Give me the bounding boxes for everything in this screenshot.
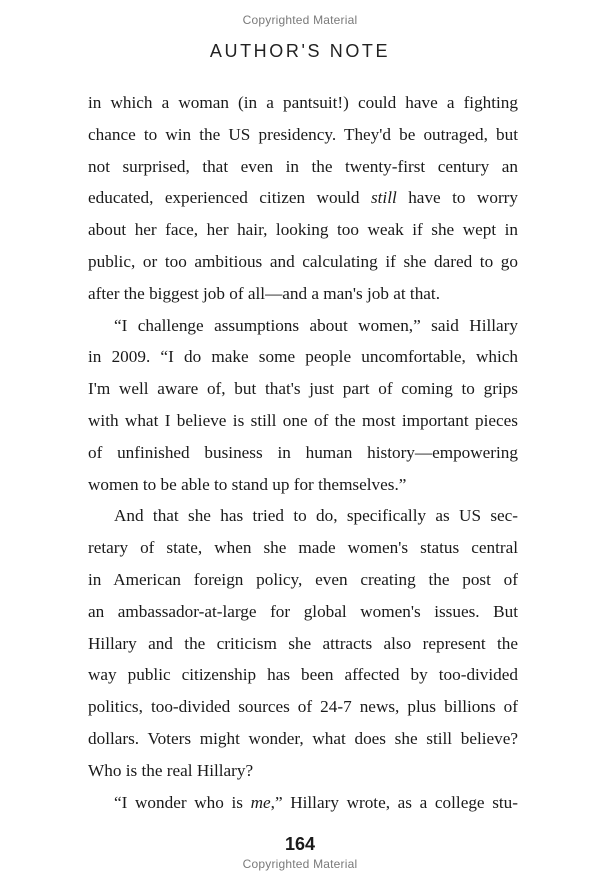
text-line: in which a woman (in a pantsuit!) could have a fighting — [88, 93, 518, 112]
text-line: way public citizenship has been affected by too-divided — [88, 665, 518, 685]
copyright-watermark-top: Copyrighted Material — [242, 13, 358, 27]
text-line: women to be able to stand up for themselves.” — [88, 474, 407, 494]
text-line: an ambassador-at-large for global women's issues. But — [88, 601, 518, 621]
text-line: And that she has tried to do, specifically as US sec- — [114, 506, 518, 526]
text-line: educated, experienced citizen would still have to worry — [88, 188, 518, 208]
text-line: in 2009. “I do make some people uncomfortable, which — [88, 347, 518, 367]
page-number: 164 — [284, 834, 316, 854]
text-line: with what I believe is still one of the most important pieces — [88, 410, 518, 430]
body-text — [88, 87, 518, 818]
text-line: after the biggest job of all—and a man's job at that. — [88, 283, 440, 303]
text-line: dollars. Voters might wonder, what does she still believe? — [88, 728, 518, 748]
text-line: about her face, her hair, looking too weak if she wept in — [88, 220, 518, 240]
copyright-watermark-bottom: Copyrighted Material — [242, 857, 358, 871]
text-line: in American foreign policy, even creating the post of — [88, 569, 518, 589]
running-head: AUTHOR'S NOTE — [209, 41, 391, 61]
text-line: “I challenge assumptions about women,” said Hillary — [114, 315, 518, 335]
text-line: public, or too ambitious and calculating if she dared to go — [88, 251, 518, 271]
text-line: I'm well aware of, but that's just part of coming to grips — [88, 379, 518, 399]
text-line: retary of state, when she made women's status central — [88, 538, 518, 558]
text-line: not surprised, that even in the twenty-first century an — [88, 156, 518, 176]
text-line: Who is the real Hillary? — [88, 760, 254, 780]
text-line: chance to win the US presidency. They'd be outraged, but — [88, 124, 518, 144]
text-line: Hillary and the criticism she attracts also represent the — [88, 633, 518, 653]
text-line: “I wonder who is me,” Hillary wrote, as a college stu- — [114, 792, 518, 812]
text-line: of unfinished business in human history—empowering — [88, 442, 518, 462]
text-line: politics, too-divided sources of 24-7 news, plus billions of — [88, 697, 518, 717]
